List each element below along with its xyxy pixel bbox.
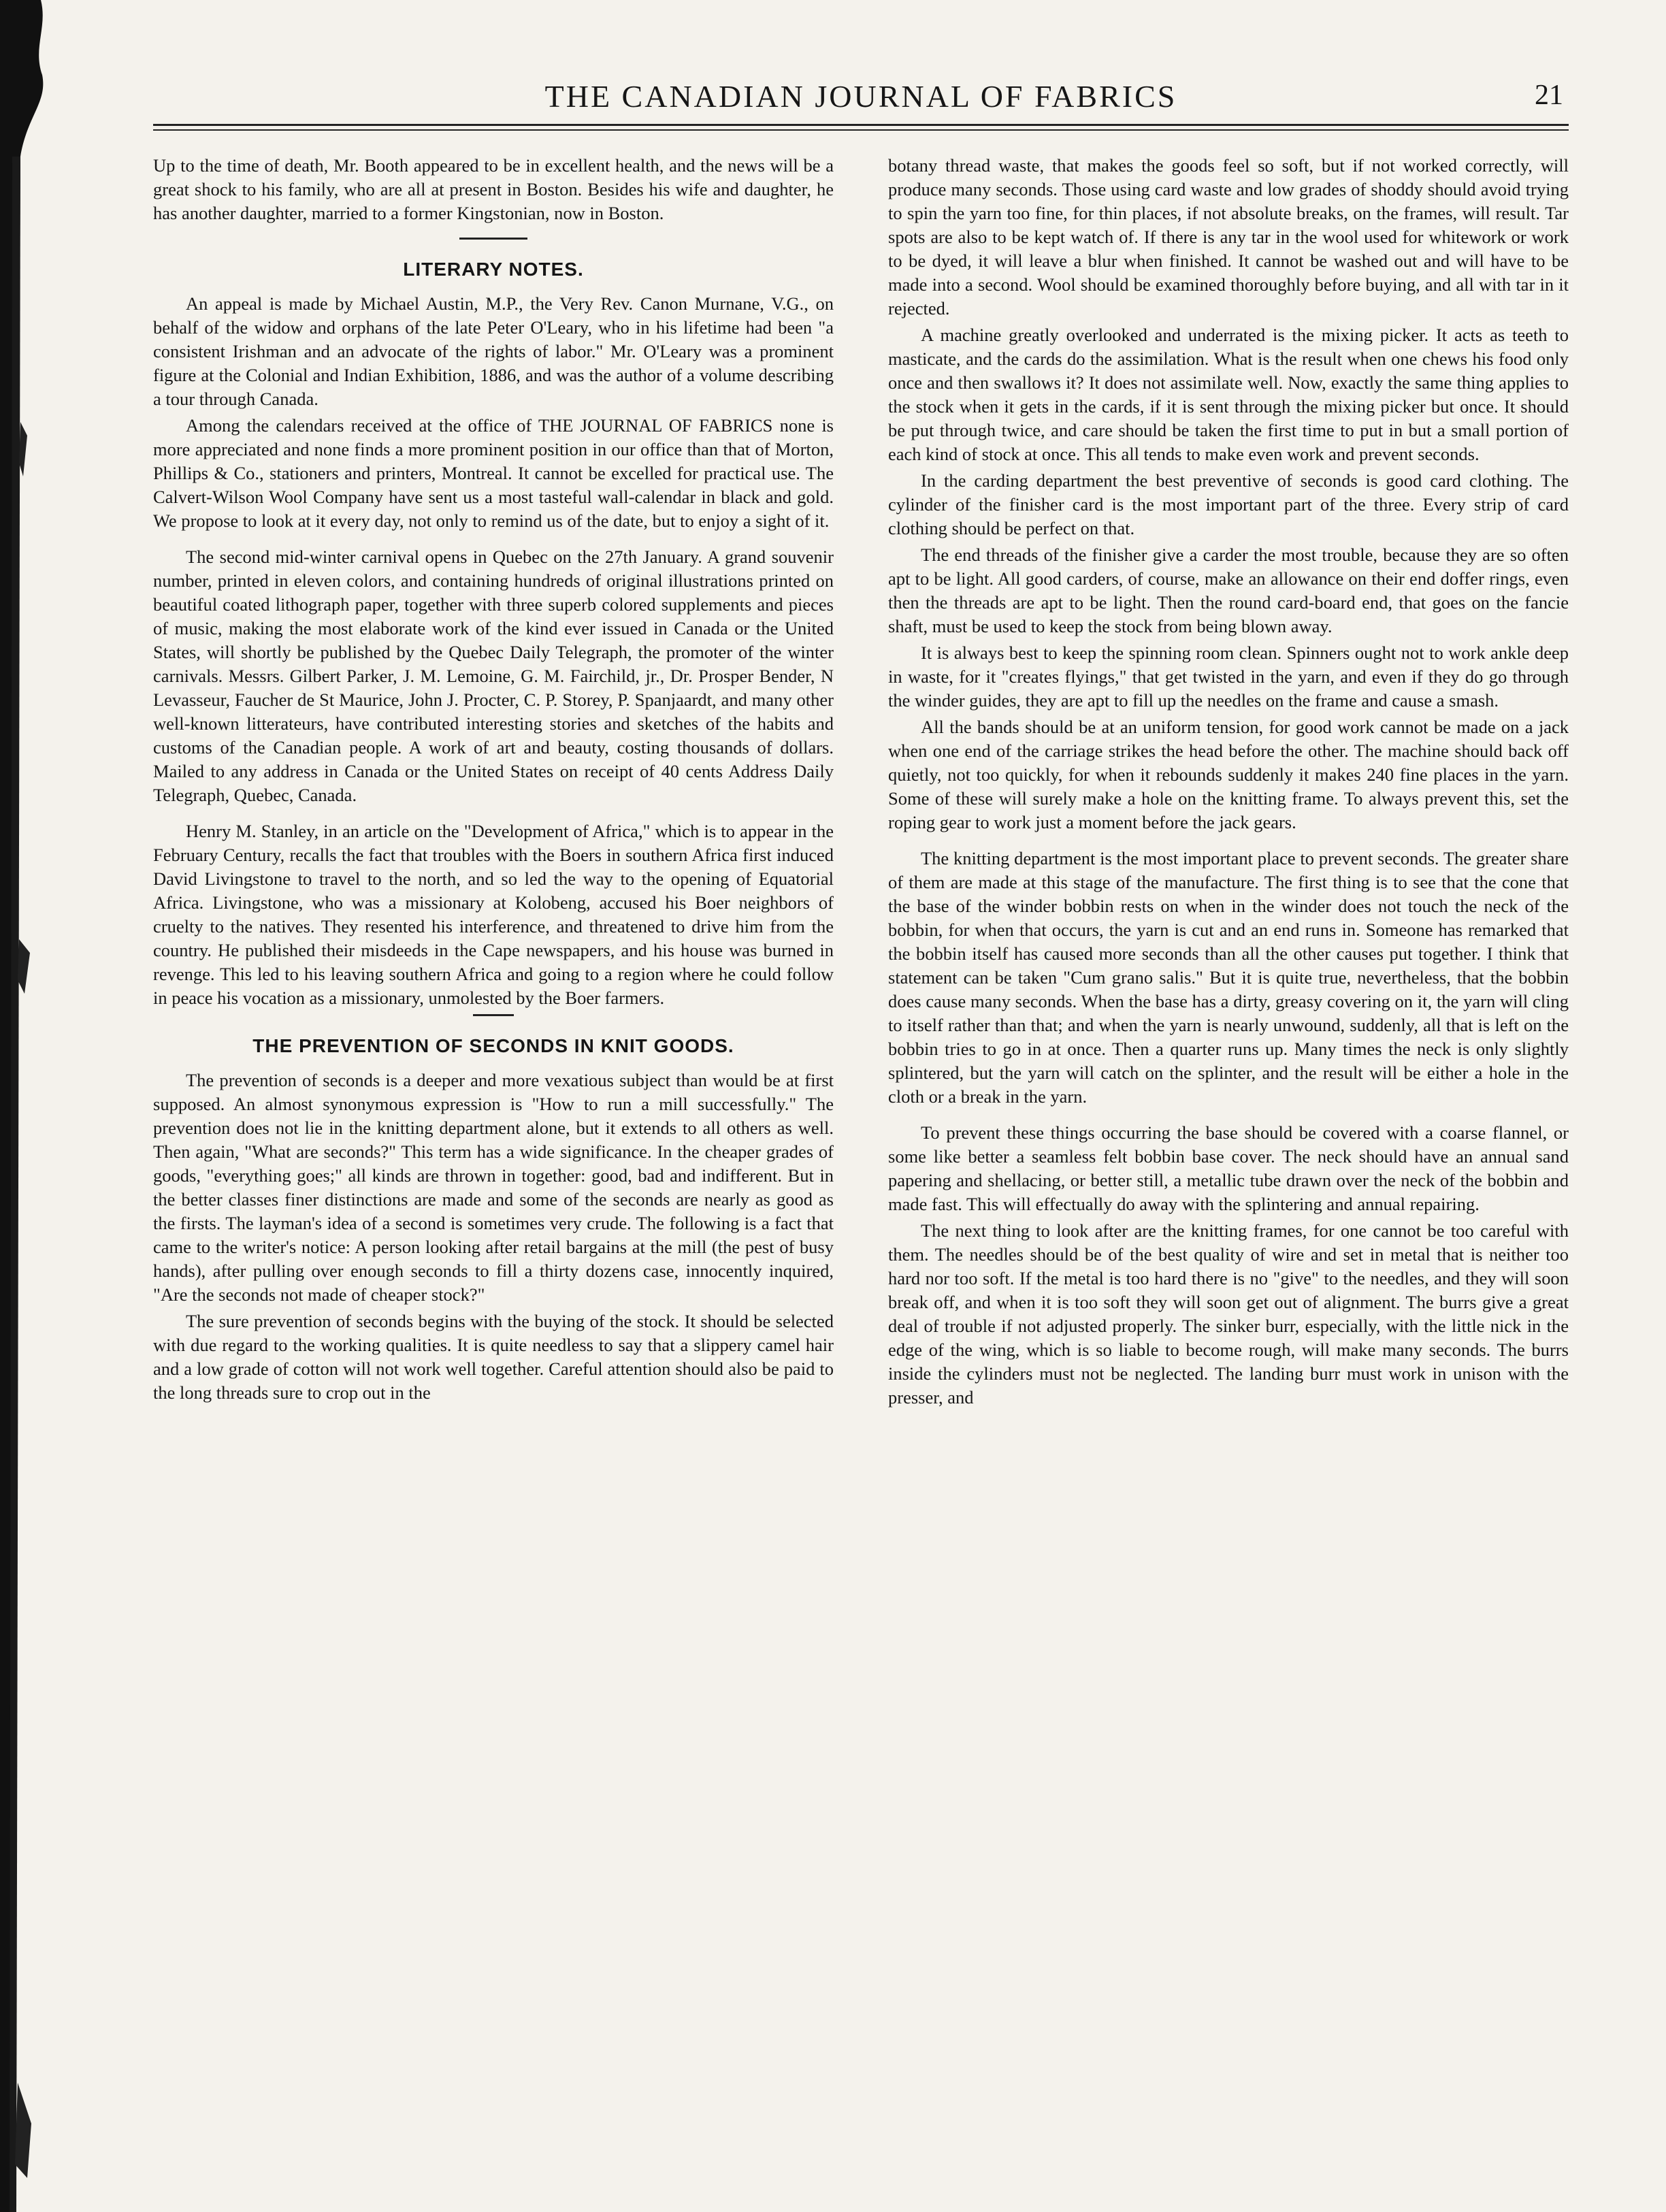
article-paragraph: To prevent these things occurring the base should be covered with a coarse flannel, or some like better a seamless felt bobbin base cover. The neck should have an annual sand papering and shellacing, or better still, a metallic tube drawn over the neck of the bobbin and made fast. This will effectually do away with the splintering and annual repairing. [888, 1122, 1569, 1214]
spacer [153, 810, 834, 819]
article-columns [153, 154, 1569, 1412]
literary-note-paragraph: The second mid-winter carnival opens in Quebec on the 27th January. A grand souvenir number, printed in eleven colors, and containing hundreds of original illustrations printed on beautiful coated lithograph paper, together with three superb colored supplements and pieces of music, making the most elaborate work of the kind ever issued in Canada or the United States, will shortly be published by the Quebec Daily Telegraph, the promoter of the winter carnivals. Messrs. Gilbert Parker, J. M. Lemoine, G. M. Fairchild, jr., Dr. Prosper Bender, N Levasseur, Faucher de St Maurice, John J. Procter, C. P. Storey, P. Spanjaardt, and many other well-known litterateurs, have contributed interesting stories and sketches of the habits and customs of the Canadian people. A work of art and beauty, costing thousands of dollars. Mailed to any address in Canada or the United States on receipt of 40 cents Address Daily Telegraph, Quebec, Canada. [153, 547, 834, 805]
article-paragraph: The sure prevention of seconds begins with the buying of the stock. It should be selected with due regard to the working qualities. It is quite needless to say that a slippery camel hair and a low grade of cotton will not work well together. Careful attention should also be paid to the long threads sure to crop out in the [153, 1311, 834, 1403]
article-paragraph: The next thing to look after are the knitting frames, for one cannot be too careful with them. The needles should be of the best quality of wire and set in metal that is neither too hard nor too soft. If the metal is too hard there is no "give" to the needles, and they will soon break off, and when it is too soft they will soon get out of alignment. The burrs give a great deal of trouble if not adjusted properly. The sinker burr, especially, with the little nick in the edge of the wing, which is so liable to become rough, will make many seconds. The burrs inside the cylinders must not be neglected. The landing burr must work in unison with the presser, and [888, 1220, 1569, 1408]
page-number: 21 [1535, 80, 1563, 111]
article-paragraph: The knitting department is the most important place to prevent seconds. The greater share of them are made at this stage of the manufacture. The first thing is to see that the cone that the base of the winder bobbin rests on when in the winder does not touch the neck of the bobbin, for when that occurs, the yarn is cut and an end runs in. Someone has remarked that the bobbin itself has caused more seconds than all the other causes put together. I think that statement can be taken "Cum grano salis." But it is quite true, nevertheless, that the bobbin does cause many seconds. When the base has a dirty, greasy covering on it, the yarn will cling to itself rather than that; and when the yarn is nearly unwound, suddenly, all that is left on the bobbin tries to go in at once. Then a quarter runs up. Many times the neck is only slightly splintered, but the yarn will catch on the splinter, and the result will be either a hole in the cloth or a break in the yarn. [888, 848, 1569, 1107]
seconds-article-heading: THE PREVENTION OF SECONDS IN KNIT GOODS. [252, 1035, 734, 1056]
header-rule [153, 124, 1569, 131]
literary-note-paragraph: An appeal is made by Michael Austin, M.P., the Very Rev. Canon Murnane, V.G., on behalf of the widow and orphans of the late Peter O'Leary, who in his lifetime had been "a consistent Irishman and an advocate of the rights of labor." Mr. O'Leary was a prominent figure at the Colonial and Indian Exhibition, 1886, and was the author of a volume describing a tour through Canada. [153, 293, 834, 409]
binding-edge [0, 0, 61, 2212]
literary-notes-heading: LITERARY NOTES. [403, 259, 584, 280]
article-paragraph: The end threads of the finisher give a carder the most trouble, because they are so often apt to be light. All good carders, of course, make an allowance on their end doffer rings, even then the threads are apt to be light. Then the round card-board end, that goes on the fancie shaft, must be used to keep the stock from being blown away. [888, 544, 1569, 636]
article-paragraph: It is always best to keep the spinning room clean. Spinners ought not to work ankle deep in waste, for it "creates flyings," that get twisted in the yarn, and even if they do go through the winder guides, they are apt to fill up the needles on the frame and cause a smash. [888, 643, 1569, 711]
spacer [153, 536, 834, 545]
journal-title: THE CANADIAN JOURNAL OF FABRICS [544, 79, 1177, 114]
section-divider [473, 1014, 514, 1016]
article-paragraph: botany thread waste, that makes the goods feel so soft, but if not worked correctly, will produce many seconds. Those using card waste and low grades of shoddy should avoid trying to spin the yarn too fine, for thin places, if not absolute breaks, on the frames, will result. Tar spots are also to be kept watch of. If there is any tar in the wool used for whitework or work to be dyed, it will leave a blur when finished. It cannot be washed out and will have to be made into a second. Wool should be examined thoroughly before buying, and all with tar in it rejected. [888, 155, 1569, 319]
article-paragraph: All the bands should be at an uniform tension, for good work cannot be made on a jack when one end of the carriage strikes the head before the other. The machine should back off quietly, not too quickly, for when it rebounds suddenly it makes 240 fine places in the yarn. Some of these will surely make a hole on the knitting frame. To always prevent this, set the roping gear to work just a moment before the jack gears. [888, 717, 1569, 832]
literary-note-paragraph: Henry M. Stanley, in an article on the "Development of Africa," which is to appear in the February Century, recalls the fact that troubles with the Boers in southern Africa first induced David Livingstone to travel to the north, and so led the way to the opening of Equatorial Africa. Livingstone, who was a missionary at Kolobeng, accused his Boer neighbors of cruelty to the natives. They resented his interference, and threatened to drive him from the country. He published their misdeeds in the Cape newspapers, and his house was burned in revenge. This led to his leaving southern Africa and going to a region where he could follow in peace his vocation as a missionary, unmolested by the Boer farmers. [153, 821, 834, 1008]
article-paragraph: A machine greatly overlooked and underrated is the mixing picker. It acts as teeth to masticate, and the cards do the assimilation. What is the result when one chews his food only once and then swallows it? It does not assimilate well. Now, exactly the same thing applies to the stock when it gets in the cards, if it is sent through the mixing picker but once. It should be put through twice, and care should be taken the first time to put in but a small portion of each kind of stock at once. This all tends to make even work and prevent seconds. [888, 325, 1569, 464]
spacer [888, 837, 1569, 847]
section-divider [459, 238, 527, 240]
right-column [888, 154, 1569, 1412]
article-paragraph: In the carding department the best preventive of seconds is good card clothing. The cylinder of the finisher card is the most important part of the three. Every strip of card clothing should be perfect on that. [888, 470, 1569, 538]
spacer [888, 1111, 1569, 1121]
obituary-continuation: Up to the time of death, Mr. Booth appeared to be in excellent health, and the news will be a great shock to his family, who are all at present in Boston. Besides his wife and daughter, he has another daughter, married to a former Kingstonian, now in Boston. [153, 155, 834, 223]
literary-note-paragraph: Among the calendars received at the office of THE JOURNAL OF FABRICS none is more appreciated and none finds a more prominent position in our office than that of Morton, Phillips & Co., stationers and printers, Montreal. It cannot be excelled for practical use. The Calvert-Wilson Wool Company have sent us a most tasteful wall-calendar in black and gold. We propose to look at it every day, not only to remind us of the date, but to enjoy a sight of it. [153, 415, 834, 531]
article-paragraph: The prevention of seconds is a deeper and more vexatious subject than would be at first supposed. An almost synonymous expression is "How to run a mill successfully." The prevention does not lie in the knitting department alone, but it extends to all others as well. Then again, "What are seconds?" This term has a wide significance. In the cheaper grades of goods, "everything goes;" all kinds are thrown in together: good, bad and indifferent. But in the better classes finer distinctions are made and some of the seconds are nearly as good as the firsts. The layman's idea of a second is sometimes very crude. The following is a fact that came to the writer's notice: A person looking after retail bargains at the mill (the pest of busy hands), after pulling over enough seconds to fill a thirty dozens case, innocently inquired, "Are the seconds not made of cheaper stock?" [153, 1070, 834, 1305]
journal-page [153, 65, 1569, 2175]
page-header [153, 65, 1569, 114]
left-column [153, 154, 834, 1412]
